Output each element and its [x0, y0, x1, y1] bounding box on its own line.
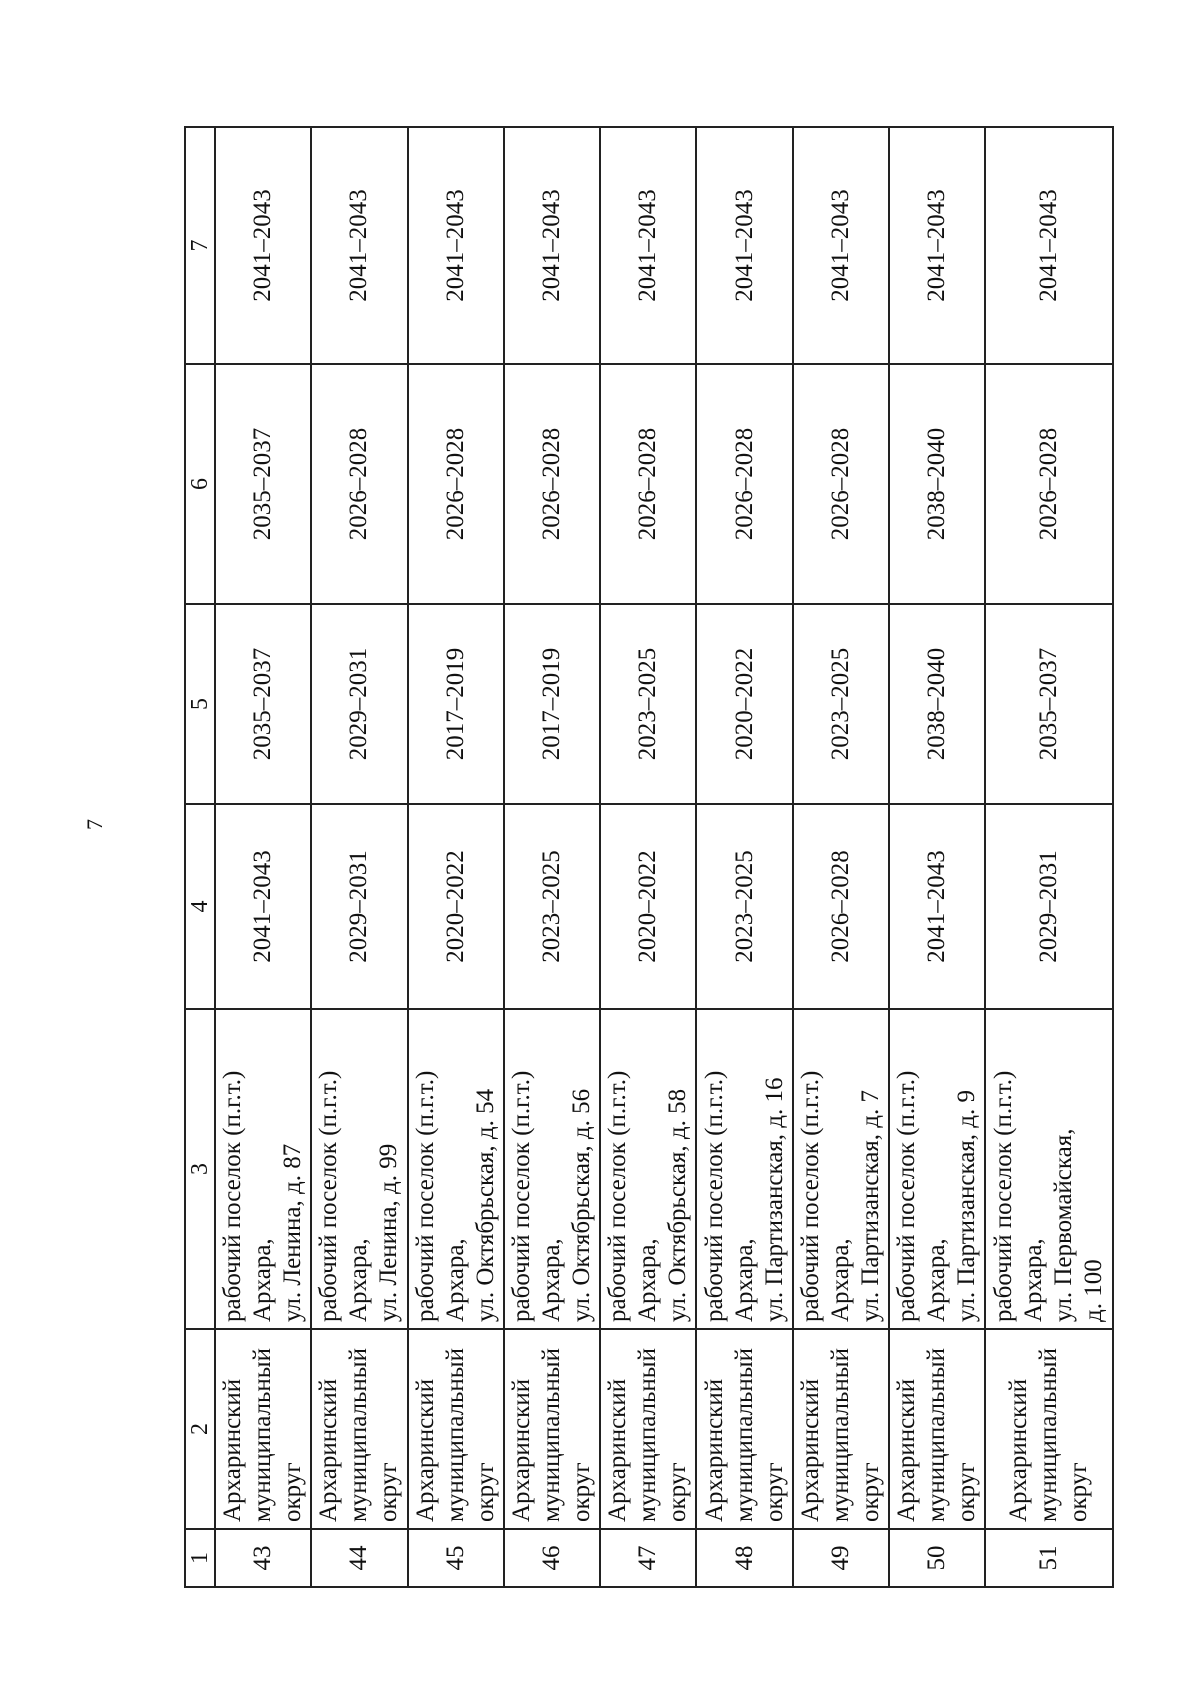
address-cell: рабочий поселок (п.г.т.) Архара, ул. Ленина, д. 87 — [215, 1009, 311, 1329]
year-range-cell: 2041–2043 — [215, 804, 311, 1009]
header-cell: 2 — [185, 1329, 215, 1529]
header-cell: 1 — [185, 1529, 215, 1587]
year-range-cell: 2041–2043 — [600, 127, 696, 364]
data-table — [184, 126, 1114, 1588]
year-range-cell: 2041–2043 — [889, 127, 985, 364]
row-number-cell: 46 — [504, 1529, 600, 1587]
district-cell: Архаринский муниципальный округ — [215, 1329, 311, 1529]
district-cell: Архаринский муниципальный округ — [793, 1329, 889, 1529]
table-row — [600, 127, 696, 1587]
year-range-cell: 2020–2022 — [600, 804, 696, 1009]
header-cell: 6 — [185, 364, 215, 604]
page-number: 7 — [82, 819, 107, 830]
district-cell: Архаринский муниципальный округ — [600, 1329, 696, 1529]
row-number-cell: 48 — [696, 1529, 792, 1587]
year-range-cell: 2041–2043 — [311, 127, 407, 364]
year-range-cell: 2023–2025 — [696, 804, 792, 1009]
year-range-cell: 2035–2037 — [985, 604, 1113, 804]
year-range-cell: 2023–2025 — [504, 804, 600, 1009]
address-cell: рабочий поселок (п.г.т.) Архара, ул. Октябрьская, д. 54 — [408, 1009, 504, 1329]
table-row — [311, 127, 407, 1587]
row-number-cell: 50 — [889, 1529, 985, 1587]
year-range-cell: 2041–2043 — [793, 127, 889, 364]
header-cell: 4 — [185, 804, 215, 1009]
year-range-cell: 2020–2022 — [696, 604, 792, 804]
year-range-cell: 2023–2025 — [600, 604, 696, 804]
year-range-cell: 2035–2037 — [215, 364, 311, 604]
table-row — [215, 127, 311, 1587]
year-range-cell: 2041–2043 — [504, 127, 600, 364]
year-range-cell: 2023–2025 — [793, 604, 889, 804]
row-number-cell: 43 — [215, 1529, 311, 1587]
year-range-cell: 2017–2019 — [408, 604, 504, 804]
year-range-cell: 2020–2022 — [408, 804, 504, 1009]
year-range-cell: 2026–2028 — [408, 364, 504, 604]
table-row — [408, 127, 504, 1587]
address-cell: рабочий поселок (п.г.т.) Архара, ул. Партизанская, д. 7 — [793, 1009, 889, 1329]
address-cell: рабочий поселок (п.г.т.) Архара, ул. Ленина, д. 99 — [311, 1009, 407, 1329]
table-wrapper — [184, 128, 1114, 1588]
address-cell: рабочий поселок (п.г.т.) Архара, ул. Октябрьская, д. 58 — [600, 1009, 696, 1329]
row-number-cell: 51 — [985, 1529, 1113, 1587]
table-row — [889, 127, 985, 1587]
district-cell: Архаринский муниципальный округ — [696, 1329, 792, 1529]
district-cell: Архаринский муниципальный округ — [889, 1329, 985, 1529]
year-range-cell: 2035–2037 — [215, 604, 311, 804]
district-cell: Архаринский муниципальный округ — [408, 1329, 504, 1529]
year-range-cell: 2038–2040 — [889, 364, 985, 604]
year-range-cell: 2038–2040 — [889, 604, 985, 804]
table-row — [504, 127, 600, 1587]
year-range-cell: 2041–2043 — [985, 127, 1113, 364]
table-row — [696, 127, 792, 1587]
year-range-cell: 2029–2031 — [311, 804, 407, 1009]
year-range-cell: 2026–2028 — [696, 364, 792, 604]
district-cell: Архаринский муниципальный округ — [311, 1329, 407, 1529]
address-cell: рабочий поселок (п.г.т.) Архара, ул. Партизанская, д. 9 — [889, 1009, 985, 1329]
row-number-cell: 47 — [600, 1529, 696, 1587]
header-cell: 3 — [185, 1009, 215, 1329]
year-range-cell: 2041–2043 — [696, 127, 792, 364]
year-range-cell: 2026–2028 — [985, 364, 1113, 604]
table-row — [985, 127, 1113, 1587]
header-cell: 5 — [185, 604, 215, 804]
year-range-cell: 2029–2031 — [311, 604, 407, 804]
header-row — [185, 127, 215, 1587]
row-number-cell: 44 — [311, 1529, 407, 1587]
year-range-cell: 2026–2028 — [504, 364, 600, 604]
year-range-cell: 2041–2043 — [408, 127, 504, 364]
year-range-cell: 2029–2031 — [985, 804, 1113, 1009]
year-range-cell: 2026–2028 — [793, 804, 889, 1009]
year-range-cell: 2026–2028 — [793, 364, 889, 604]
address-cell: рабочий поселок (п.г.т.) Архара, ул. Партизанская, д. 16 — [696, 1009, 792, 1329]
table-row — [793, 127, 889, 1587]
address-cell: рабочий поселок (п.г.т.) Архара, ул. Первомайская, д. 100 — [985, 1009, 1113, 1329]
year-range-cell: 2017–2019 — [504, 604, 600, 804]
year-range-cell: 2026–2028 — [600, 364, 696, 604]
header-cell: 7 — [185, 127, 215, 364]
district-cell: Архаринский муниципальный округ — [504, 1329, 600, 1529]
district-cell: Архаринский муниципальный округ — [985, 1329, 1113, 1529]
year-range-cell: 2041–2043 — [889, 804, 985, 1009]
row-number-cell: 49 — [793, 1529, 889, 1587]
address-cell: рабочий поселок (п.г.т.) Архара, ул. Октябрьская, д. 56 — [504, 1009, 600, 1329]
year-range-cell: 2041–2043 — [215, 127, 311, 364]
year-range-cell: 2026–2028 — [311, 364, 407, 604]
row-number-cell: 45 — [408, 1529, 504, 1587]
